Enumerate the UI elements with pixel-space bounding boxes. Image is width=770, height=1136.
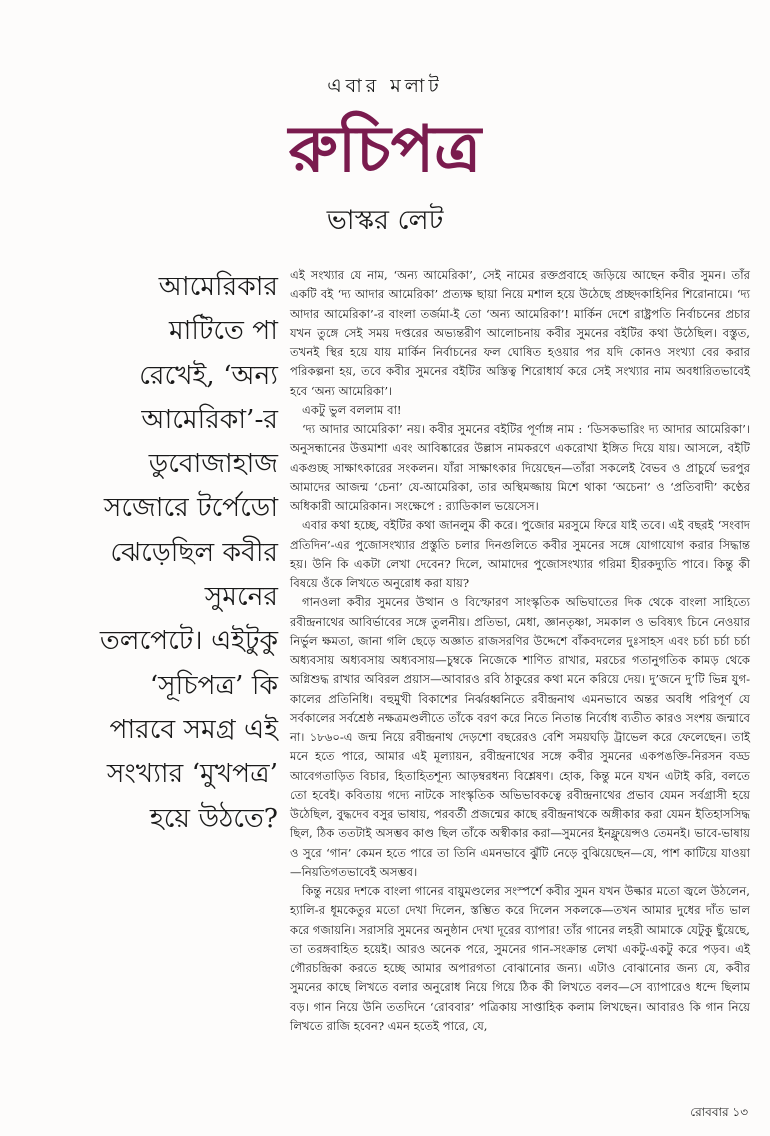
article-paragraph: এই সংখ্যার যে নাম, ‘অন্য আমেরিকা’, সেই নামের রক্তপ্রবাহে জড়িয়ে আছেন কবীর সুমন। তাঁর একটি বই ‘দ্য আদার আমেরিকা’ প্রত্যক্ষ ছায়া নিয়ে মশাল হয়ে উঠেছে প্রচ্ছদকাহিনির শিরোনামে। ‘দ্য আদার আমেরিকা’-র বাংলা তর্জমা-ই তো ‘অন্য আমেরিকা’! মার্কিন দেশে রাষ্ট্রপতি নির্বাচনের প্রচার যখন তুঙ্গে সেই সময় দপ্তরের অভ্যন্তরীণ আলোচনায় কবীর সুমনের বইটির কথা উঠেছিল। বস্তুত, তখনই স্থির হয়ে যায় মার্কিন নির্বাচনের ফল ঘোষিত হওয়ার পর যদি কোনও সংখ্যা বের করার পরিকল্পনা হয়, তবে কবীর সুমনের বইটির অস্তিত্ব শিরোধার্য করে সেই সংখ্যার নাম অবধারিতভাবেই হবে ‘অন্য আমেরিকা’। (290, 268, 750, 398)
pull-quote-line: হয়ে উঠতে? (149, 802, 278, 834)
pull-quote-line: আমেরিকার (158, 271, 278, 302)
page-title: রুচিপত্র (288, 112, 482, 187)
pull-quote-line: সজোরে টর্পেডো (103, 492, 278, 524)
article-paragraph: কিন্তু নয়ের দশকে বাংলা গানের বায়ুমণ্ডলের সংস্পর্শে কবীর সুমন যখন উল্কার মতো জ্বলে উঠলেন, হ্যালি-র ধূমকেতুর মতো দেখা দিলেন, স্তম্ভিত করে দিলেন সকলকে—তখন আমার দুধের দাঁত ভাল করে গজায়নি। সরাসরি সুমনের অনুষ্ঠান দেখা দূরের ব্যাপার! তাঁর গানের লহরী আমাকে যেটুকু ছুঁয়েছে, তা তরঙ্গবাহিত হয়েই। আরও অনেক পরে, সুমনের গান-সংক্রান্ত লেখা একটু-একটু করে পড়ব। এই গৌরচন্দ্রিকা করতে হচ্ছে আমার অপারগতা বোঝানোর জন্য। এটাও বোঝানোর জন্য যে, কবীর সুমনের কাছে লিখতে বলার অনুরোধ নিয়ে গিয়ে ঠিক কী লিখতে বলব—সে ব্যাপারেও ধন্দে ছিলাম বড়। গান নিয়ে উনি ততদিনে ‘রোববার’ পত্রিকায় সাপ্তাহিক কলাম লিখছেন। আবারও কি গান নিয়ে লিখতে রাজি হবেন? এমন হতেই পারে, যে, (290, 884, 750, 1033)
pull-quote-line: ঝেড়েছিল কবীর (110, 536, 278, 568)
article-paragraph: একটু ভুল বললাম বা! (302, 402, 402, 417)
article-paragraph: গানওলা কবীর সুমনের উত্থান ও বিস্ফোরণ সাংস্কৃতিক অভিঘাতের দিক থেকে বাংলা সাহিত্যে রবীন্দ্রনাথের আবির্ভাবের সঙ্গে তুলনীয়। প্রতিভা, মেধা, জ্ঞানতৃষ্ণা, সমকাল ও ভবিষ্যৎ চিনে নেওয়ার নির্ভুল ক্ষমতা, জানা গলি ছেড়ে অজ্ঞাত রাজসরণির উদ্দেশে বাঁকবদলের দুঃসাহস এবং চর্চা চর্চা চর্চা অধ্যবসায় অধ্যবসায় অধ্যবসায়—চুম্বকে নিজেকে শাণিত রাখার, মরচের গতানুগতিক কামড় থেকে অগ্নিশুদ্ধ রাখার অবিরল প্রয়াস—আবারও রবি ঠাকুরের কথা মনে করিয়ে দেয়। দু’জনে দু’টি ভিন্ন যুগ-কালের প্রতিনিধি। বহুমুখী বিকাশের নির্ঝরধ্বনিতে রবীন্দ্রনাথ এমনভাবে অন্তর অবধি পরিপূর্ণ যে সর্বকালের সর্বশ্রেষ্ঠ নক্ষত্রমণ্ডলীতে তাঁকে বরণ করে নিতে নিতান্ত নির্বোধ ব্যতীত কারও সংশয় জন্মাবে না। ১৮৬০-এ জন্ম নিয়ে রবীন্দ্রনাথ দেড়শো বছরেরও বেশি সময়ঘড়ি ট্রাভেল করে ফেলেছেন। তাই মনে হতে পারে, আমার এই মূল্যায়ন, রবীন্দ্রনাথের সঙ্গে কবীর সুমনের একপঙক্তি-নিরসন বড্ড আবেগতাড়িত বিচার, হিতাহিতশূন্য আড়ম্বরধন্য বিশ্লেষণ। হোক, কিন্তু মনে যখন এটাই করি, বলতে তো হবেই। কবিতায় গদ্যে নাটকে সাংস্কৃতিক অভিভাবকত্বে রবীন্দ্রনাথের প্রভাব যেমন সর্বগ্রাসী হয়ে উঠেছিল, বুদ্ধদেব বসুর ভাষায়, পরবর্তী প্রজন্মের কাছে রবীন্দ্রনাথকে অঙ্গীকার করা যেমন ইতিহাসসিদ্ধ ছিল, ঠিক ততটাই অসম্ভব কাণ্ড ছিল তাঁকে অস্বীকার করা—সুমনের ইনফ্লুয়েন্সও তেমনই। ভাবে-ভাষায় ও সুরে ‘গান’ কেমন হতে পারে তা তিনি এমনভাবে ঝুঁটি নেড়ে বুঝিয়েছেন—যে, পাশ কাটিয়ে যাওয়া—নিয়তিগতভাবেই অসম্ভব। (290, 595, 750, 879)
pull-quote (44, 265, 278, 841)
article-body (290, 266, 750, 1036)
pull-quote-line: আমেরিকা’-র (141, 403, 278, 435)
pull-quote-line: সুমনের (204, 581, 278, 613)
pull-quote-line: ডুবোজাহাজ (148, 448, 278, 480)
page-folio: রোববার ১৩ (690, 1105, 748, 1119)
pull-quote-line: পারবে সমগ্র এই (109, 713, 278, 745)
pull-quote-line: তলপেটে। এইটুকু (99, 625, 278, 657)
pull-quote-line: মাটিতে পা (168, 315, 278, 347)
article-paragraph: ‘দ্য আদার আমেরিকা’ নয়। কবীর সুমনের বইটির পূর্ণাঙ্গ নাম : ‘ডিসকভারিং দ্য আদার আমেরিকা’। অনুসন্ধানের উত্তমাশা এবং আবিষ্কারের উল্লাস নামকরণে একরোখা ইঙ্গিত দিয়ে যায়। আসলে, বইটি একগুচ্ছ সাক্ষাৎকারের সংকলন। যাঁরা সাক্ষাৎকার দিয়েছেন—তাঁরা সকলেই বৈভব ও প্রাচুর্যে ভরপুর আমাদের আজন্ম ‘চেনা’ যে-আমেরিকা, তার অস্থিমজ্জায় মিশে থাকা ‘অচেনা’ ও ‘প্রতিবাদী’ কণ্ঠের অধিকারী আমেরিকান। সংক্ষেপে : র‍্যাডিকাল ভয়েসেস। (290, 422, 750, 513)
author-byline: ভাস্কর লেট (326, 205, 444, 236)
pull-quote-line: রেখেই, ‘অন্য (139, 359, 278, 391)
section-kicker: এবার মলাট (327, 75, 443, 97)
pull-quote-line: ‘সূচিপত্র’ কি (149, 669, 278, 701)
pull-quote-line: সংখ্যার ‘মুখপত্র’ (106, 758, 278, 790)
article-paragraph: এবার কথা হচ্ছে, বইটির কথা জানলুম কী করে। পুজোর মরসুমে ফিরে যাই তবে। এই বছরই ‘সংবাদ প্রতিদিন’-এর পুজোসংখ্যার প্রস্তুতি চলার দিনগুলিতে কবীর সুমনের সঙ্গে যোগাযোগ করার সিদ্ধান্ত হয়। উনি কি একটা লেখা দেবেন? দিলে, আমাদের পুজোসংখ্যার গরিমা হীরকদ্যুতি পাবে। কিন্তু কী বিষয়ে ওঁকে লিখতে অনুরোধ করা যায়? (290, 518, 750, 590)
